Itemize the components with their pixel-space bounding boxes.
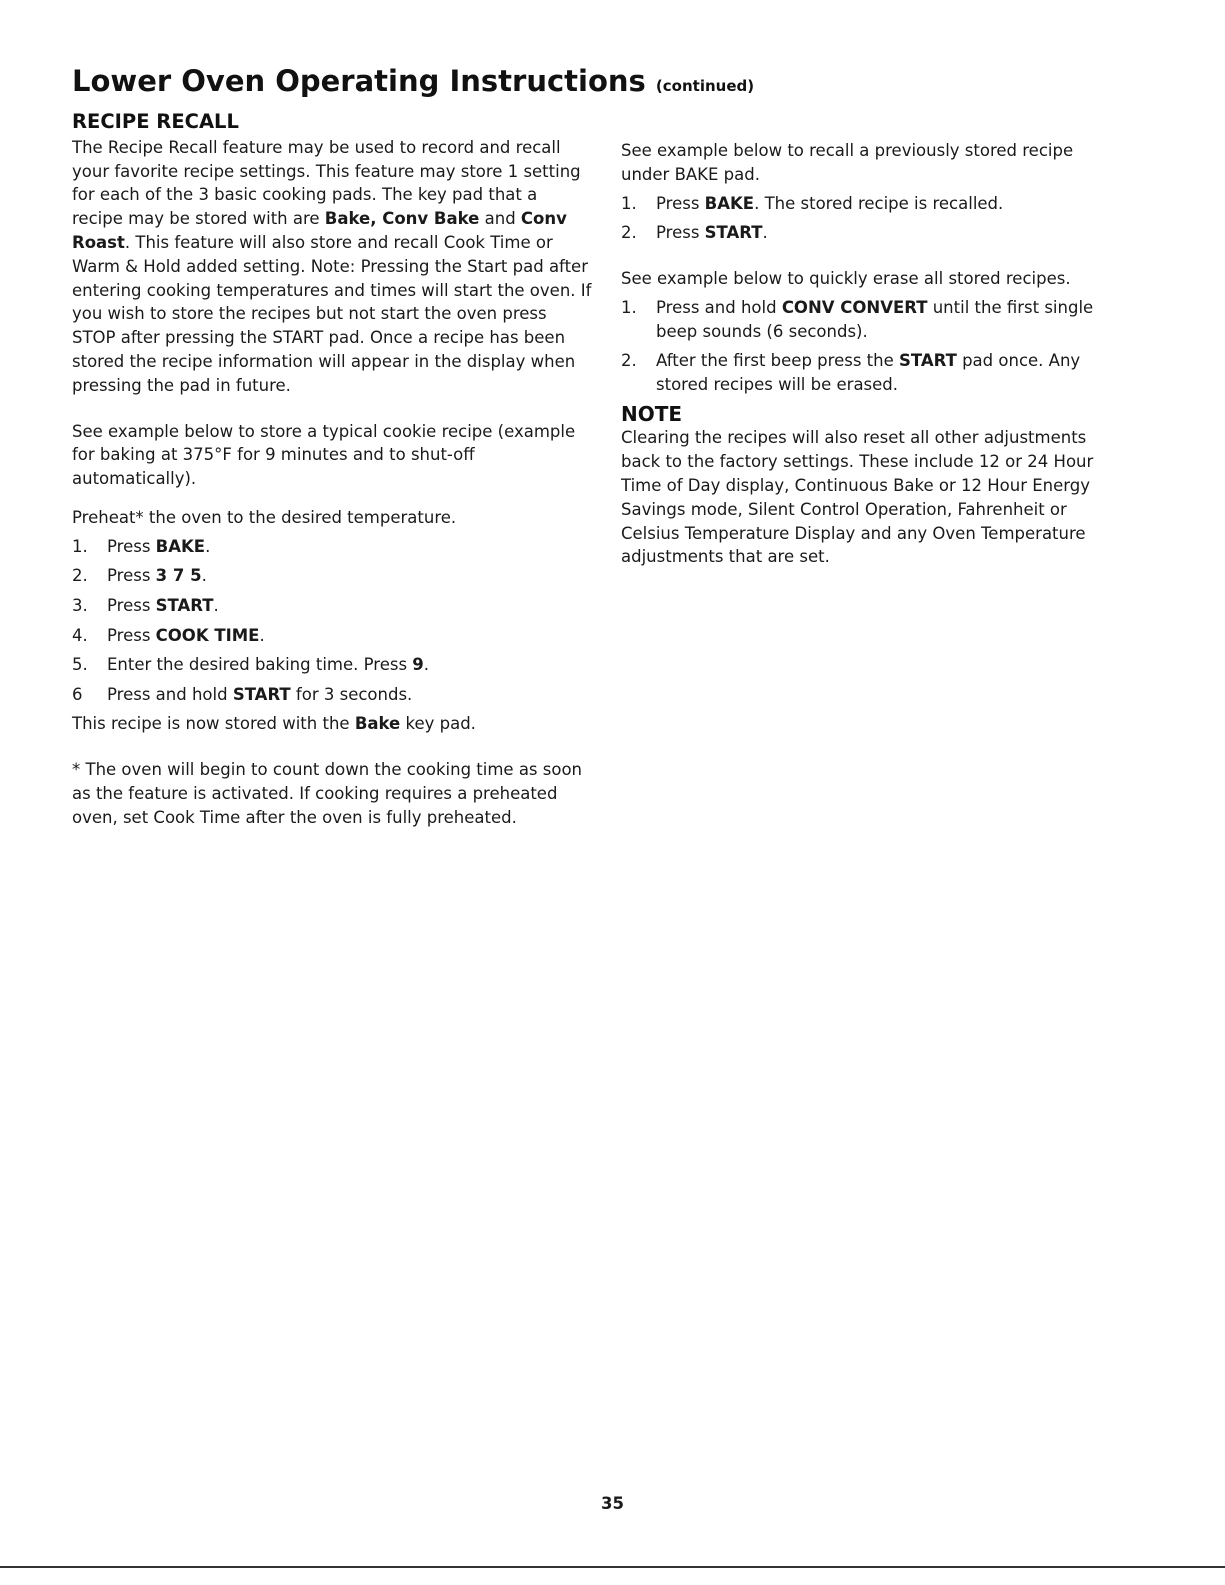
step-text-end: . The stored recipe is recalled. (754, 193, 1004, 213)
step-text-end: pad once. Any stored recipes will be erased. (656, 351, 1081, 394)
step-key: 3 7 5 (155, 566, 202, 586)
list-item (621, 192, 1109, 216)
right-column (621, 139, 1109, 569)
step-text-end: until the first single beep sounds (6 seconds). (656, 297, 1094, 341)
step-number: 1. (621, 297, 637, 317)
intro-paragraph (72, 136, 592, 398)
step-key: BAKE (155, 536, 206, 556)
preheat-text: Preheat* the oven to the desired temperature. (72, 507, 457, 527)
step-number: 2. (72, 566, 88, 586)
step-number: 5. (72, 655, 88, 675)
step-text-end: for 3 seconds. (290, 684, 413, 704)
recall-steps-list (621, 192, 1109, 245)
step-text: Press and hold (107, 684, 233, 704)
list-item (72, 564, 592, 588)
step-text-end: . (762, 223, 768, 243)
step-text: Press (107, 595, 156, 615)
store-steps-list (72, 535, 592, 707)
step-text: Press (107, 536, 156, 556)
erase-steps-list (621, 296, 1109, 397)
stored-key: Bake (354, 714, 401, 734)
step-number: 2. (621, 223, 637, 243)
step-text: Press and hold (656, 297, 782, 317)
step-key: 9 (412, 655, 424, 675)
step-text: Enter the desired baking time. Press (107, 655, 413, 675)
step-number: 1. (72, 536, 88, 556)
step-key: COOK TIME (155, 625, 260, 645)
list-item (72, 535, 592, 559)
continued-label: (continued) (655, 77, 755, 95)
step-key: START (704, 223, 763, 243)
step-number: 1. (621, 193, 637, 213)
list-item (72, 683, 592, 707)
step-text: Press (656, 193, 705, 213)
step-key: START (232, 684, 291, 704)
step-key: CONV CONVERT (781, 297, 928, 317)
left-column (72, 110, 592, 830)
step-number: 3. (72, 595, 88, 615)
bottom-rule (0, 1566, 1225, 1568)
step-text-end: . (423, 655, 430, 675)
stored-text: This recipe is now stored with the (72, 714, 355, 734)
page-number: 35 (601, 1494, 624, 1513)
list-item (72, 653, 592, 677)
step-text: Press (107, 566, 156, 586)
recall-example-intro: See example below to recall a previously stored recipe under BAKE pad. (621, 141, 1074, 184)
list-item (72, 624, 592, 648)
step-text: Press (107, 625, 156, 645)
step-number: 2. (621, 351, 637, 371)
intro-text-2: and (479, 209, 521, 229)
note-text: Clearing the recipes will also reset all other adjustments back to the factory settings. These include 12 or 24 Hour Time of Day display, Continuous Bake or 12 Hour Energy Savings mode, Silent Control Operation, Fahrenheit or Celsius Temperature Display and any Oven Temperature adjustments that are set. (621, 428, 1094, 567)
step-number: 4. (72, 625, 88, 645)
list-item (621, 221, 1109, 245)
step-key: BAKE (704, 193, 755, 213)
page-title (72, 64, 754, 98)
intro-text-1: The Recipe Recall feature may be used to record and recall your favorite recipe settings. This feature may store 1 setting for each of the 3 basic cooking pads. The key pad that a recipe may be stored with are (72, 137, 581, 229)
step-key: START (155, 595, 214, 615)
step-text-end: . (201, 566, 207, 586)
step-number: 6 (72, 684, 83, 704)
list-item (621, 349, 1109, 397)
list-item (72, 594, 592, 618)
intro-text-3: . This feature will also store and recall Cook Time or Warm & Hold added setting. Note: Pressing the Start pad after entering cooking temperatures and times will start the oven. If you wish to store the recipes but not start the oven press STOP after pressing the START pad. Once a recipe has been stored the recipe information will appear in the display when pressing the pad in future. (72, 232, 592, 395)
store-example-intro: See example below to store a typical cookie recipe (example for baking at 375°F for 9 minutes and to shut-off automatically). (72, 421, 576, 489)
step-text-end: . (259, 625, 265, 645)
step-text: After the first beep press the (656, 351, 899, 371)
list-item (621, 296, 1109, 344)
section-heading: RECIPE RECALL (72, 110, 239, 133)
intro-bold-1: Bake, Conv Bake (324, 209, 480, 229)
page-title-text: Lower Oven Operating Instructions (72, 64, 646, 98)
footnote: * The oven will begin to count down the cooking time as soon as the feature is activated. If cooking requires a preheated oven, set Cook Time after the oven is fully preheated. (72, 760, 583, 827)
stored-confirmation (72, 712, 592, 736)
intro-bold-2: Conv Roast (72, 209, 567, 252)
step-text: Press (656, 223, 705, 243)
step-key: START (898, 351, 957, 371)
note-heading: NOTE (621, 401, 683, 426)
stored-text-end: key pad. (400, 714, 476, 734)
step-text-end: . (213, 595, 219, 615)
erase-example-intro: See example below to quickly erase all stored recipes. (621, 268, 1071, 288)
step-text-end: . (205, 536, 211, 556)
